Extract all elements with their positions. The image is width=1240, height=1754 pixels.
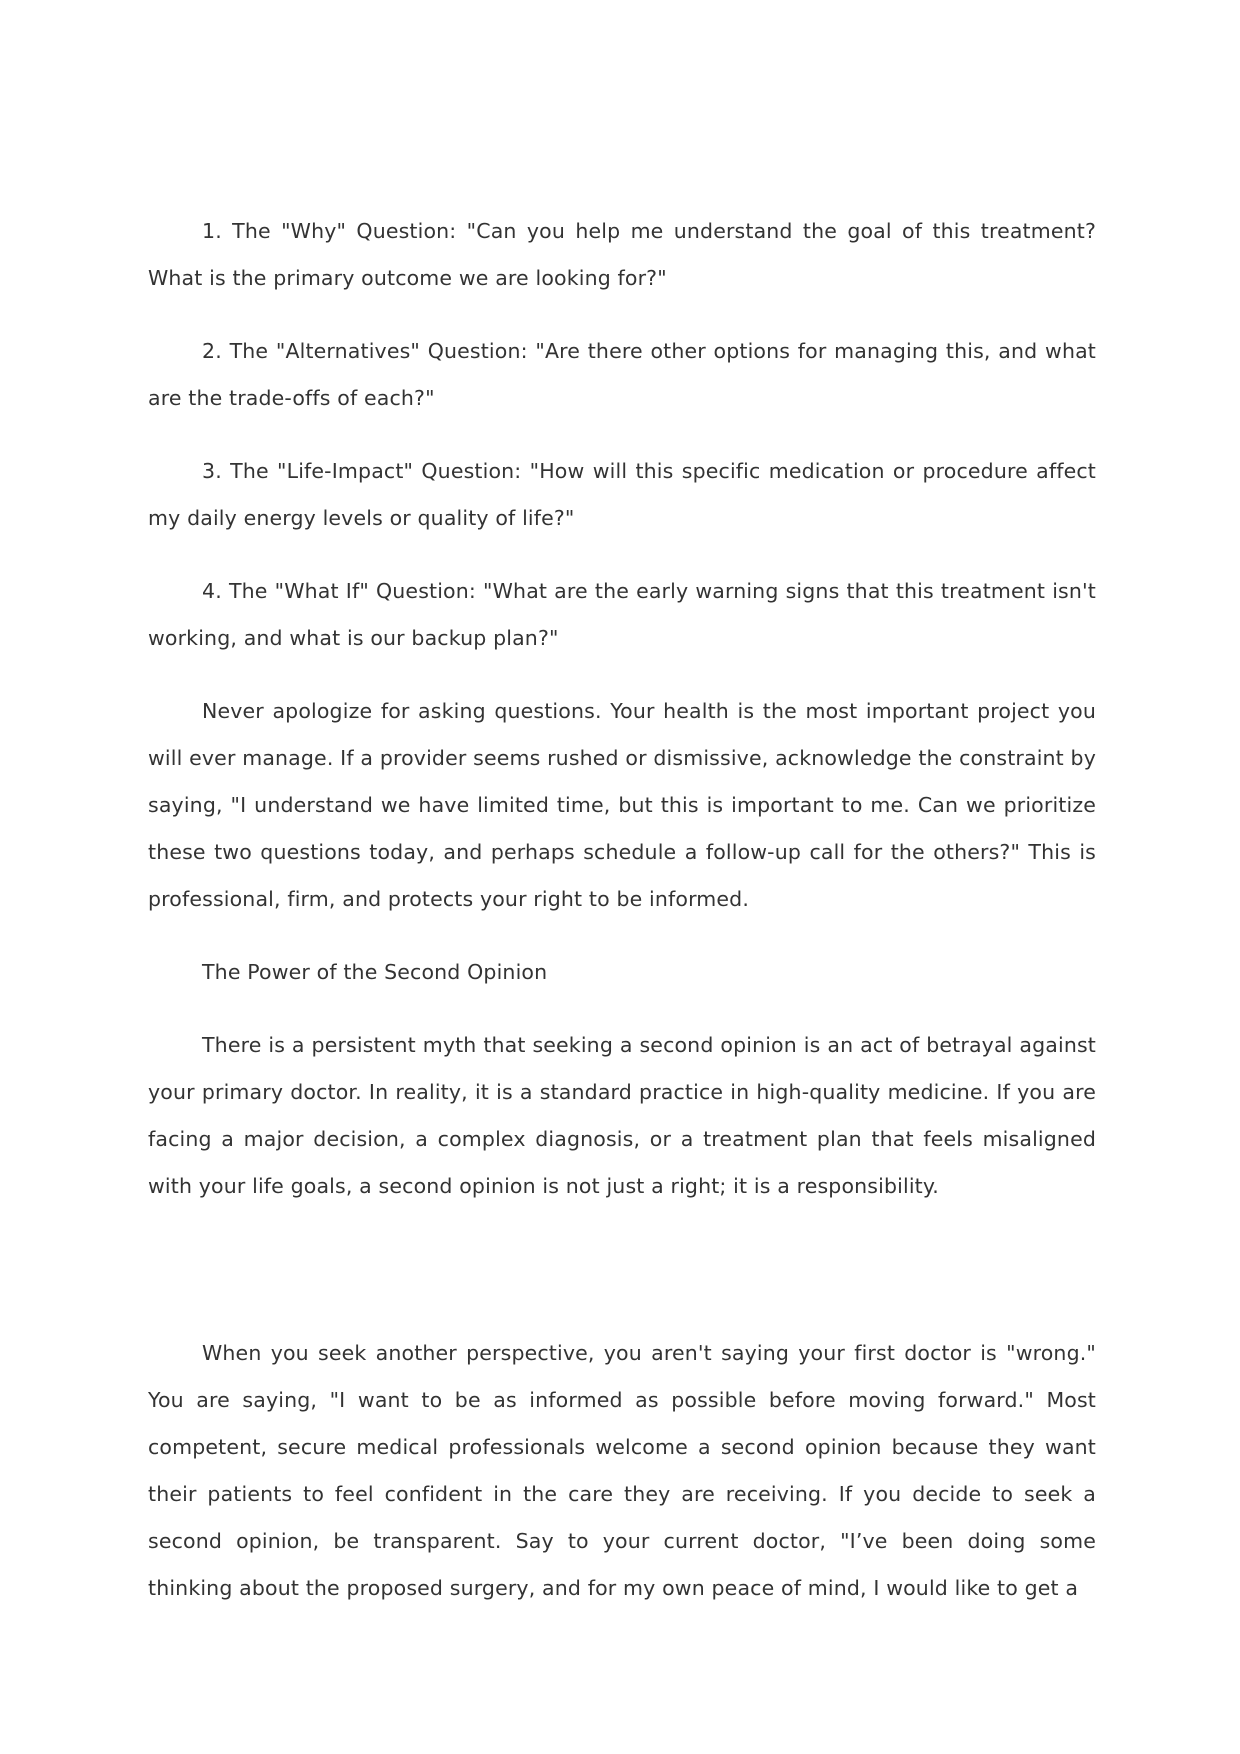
document-page xyxy=(148,208,1096,1638)
section-heading: The Power of the Second Opinion xyxy=(202,960,548,984)
second-opinion-perspective-paragraph: When you seek another perspective, you aren't saying your first doctor is "wrong." You are saying, "I want to be as informed as possible before moving forward." Most competent, secure medical professionals welcome a second opinion because they want their patients to feel confident in the care they are receiving. If you decide to seek a second opinion, be transparent. Say to your current doctor, "I’ve been doing some thinking about the proposed surgery, and for my own peace of mind, I would like to get a xyxy=(148,1341,1096,1600)
question-what-if-paragraph: 4. The "What If" Question: "What are the early warning signs that this treatment isn't working, and what is our backup plan?" xyxy=(148,579,1096,650)
question-alternatives-paragraph: 2. The "Alternatives" Question: "Are there other options for managing this, and what are the trade-offs of each?" xyxy=(148,339,1096,410)
paragraph-spacer xyxy=(148,1236,1096,1330)
question-life-impact-paragraph: 3. The "Life-Impact" Question: "How will this specific medication or procedure affect my daily energy levels or quality of life?" xyxy=(148,459,1096,530)
question-why-paragraph: 1. The "Why" Question: "Can you help me understand the goal of this treatment? What is the primary outcome we are looking for?" xyxy=(148,219,1096,290)
second-opinion-myth-paragraph: There is a persistent myth that seeking a second opinion is an act of betrayal against your primary doctor. In reality, it is a standard practice in high-quality medicine. If you are facing a major decision, a complex diagnosis, or a treatment plan that feels misaligned with your life goals, a second opinion is not just a right; it is a responsibility. xyxy=(148,1033,1096,1198)
never-apologize-paragraph: Never apologize for asking questions. Your health is the most important project you will ever manage. If a provider seems rushed or dismissive, acknowledge the constraint by saying, "I understand we have limited time, but this is important to me. Can we prioritize these two questions today, and perhaps schedule a follow-up call for the others?" This is professional, firm, and protects your right to be informed. xyxy=(148,699,1096,911)
